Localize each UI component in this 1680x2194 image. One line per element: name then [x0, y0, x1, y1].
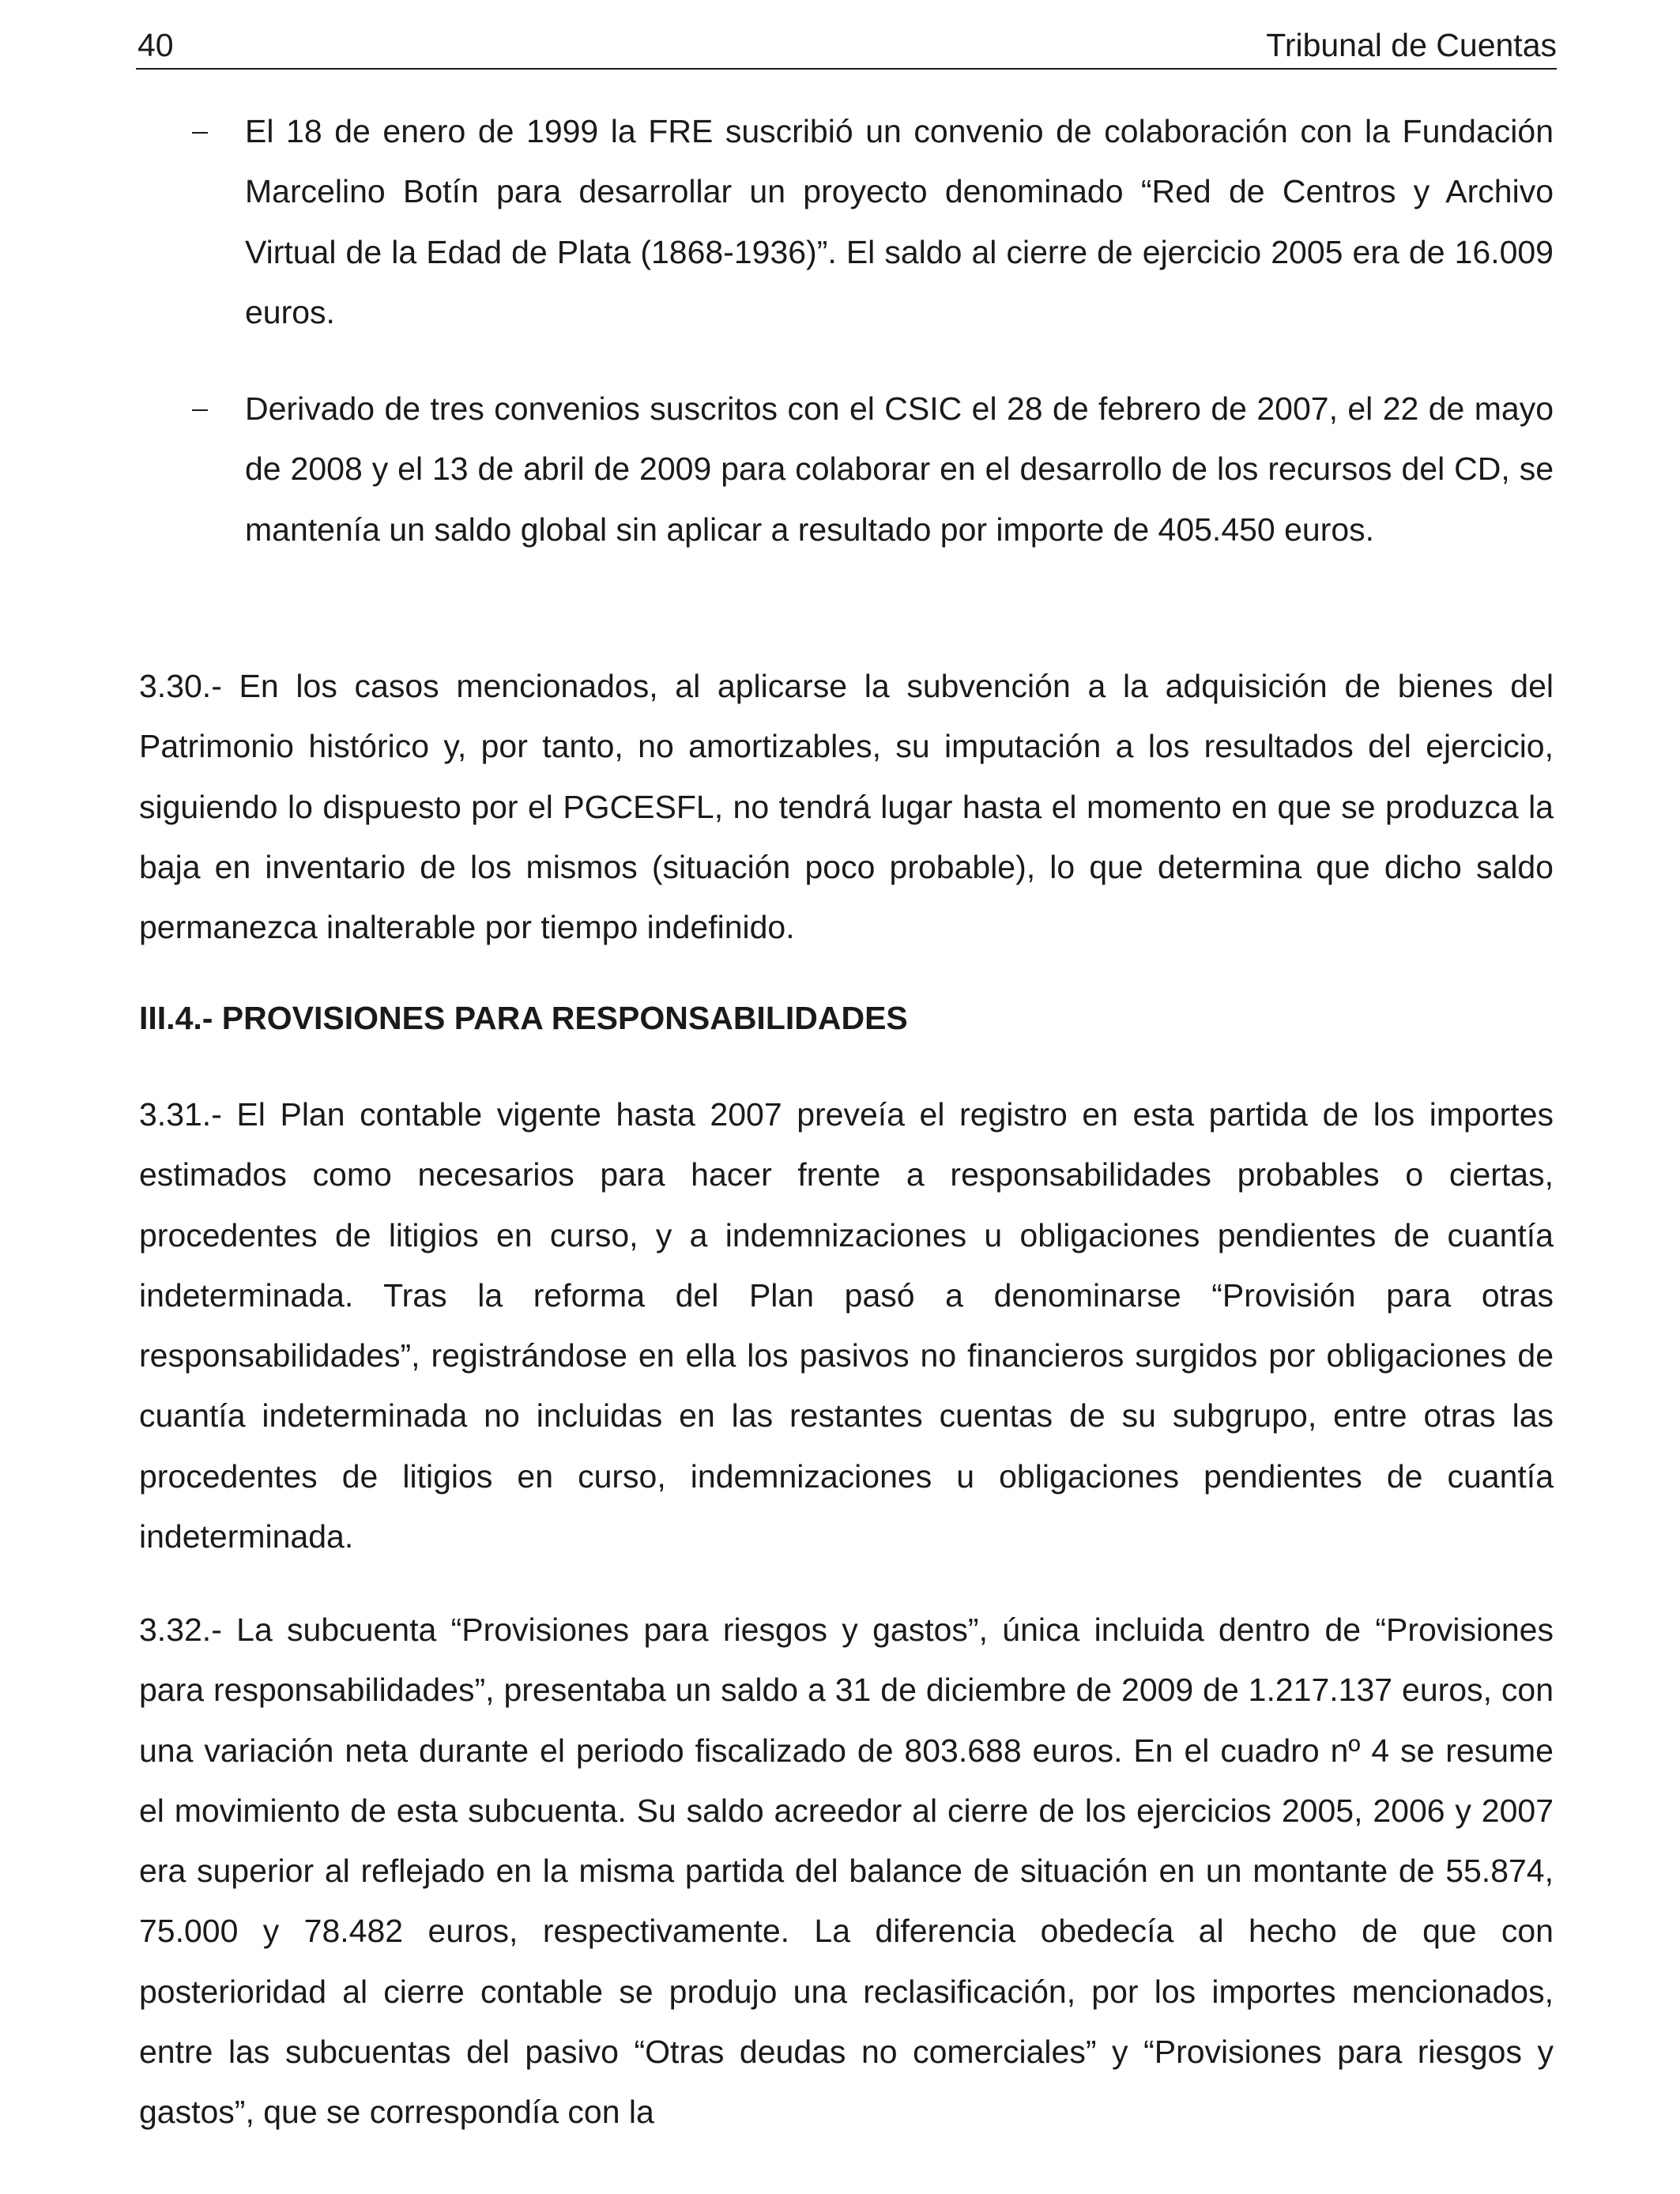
- bullet-paragraph-fundacion-botin: El 18 de enero de 1999 la FRE suscribió un convenio de colaboración con la Fundación Marcelino Botín para desarrollar un proyecto denominado “Red de Centros y Archivo Virtual de la Edad de Plata (1868-1936)”. El saldo al cierre de ejercicio 2005 era de 16.009 euros.: [245, 113, 1554, 330]
- bullet-paragraph-csic-convenios: Derivado de tres convenios suscritos con el CSIC el 28 de febrero de 2007, el 22 de mayo de 2008 y el 13 de abril de 2009 para colaborar en el desarrollo de los recursos del CD, se mantenía un saldo global sin aplicar a resultado por importe de 405.450 euros.: [245, 390, 1554, 548]
- paragraph-3-30: 3.30.- En los casos mencionados, al aplicarse la subvención a la adquisición de bienes del Patrimonio histórico y, por tanto, no amortizables, su imputación a los resultados del ejercicio, siguiendo lo dispuesto por el PGCESFL, no tendrá lugar hasta el momento en que se produzca la baja en inventario de los mismos (situación poco probable), lo que determina que dicho saldo permanezca inalterable por tiempo indefinido.: [139, 668, 1554, 946]
- page-header: [136, 22, 1557, 70]
- paragraph-3-31: 3.31.- El Plan contable vigente hasta 2007 preveía el registro en esta partida de los importes estimados como necesarios para hacer frente a responsabilidades probables o ciertas, procedentes de litigios en curso, y a indemnizaciones u obligaciones pendientes de cuantía indeterminada. Tras la reforma del Plan pasó a denominarse “Provisión para otras responsabilidades”, registrándose en ella los pasivos no financieros surgidos por obligaciones de cuantía indeterminada no incluidas en las restantes cuentas de su subgrupo, entre otras las procedentes de litigios en curso, indemnizaciones u obligaciones pendientes de cuantía indeterminada.: [139, 1096, 1554, 1555]
- paragraph-3-32: 3.32.- La subcuenta “Provisiones para riesgos y gastos”, única incluida dentro de “Provisiones para responsabilidades”, presentaba un saldo a 31 de diciembre de 2009 de 1.217.137 euros, con una variación neta durante el periodo fiscalizado de 803.688 euros. En el cuadro nº 4 se resume el movimiento de esta subcuenta. Su saldo acreedor al cierre de los ejercicios 2005, 2006 y 2007 era superior al reflejado en la misma partida del balance de situación en un montante de 55.874, 75.000 y 78.482 euros, respectivamente. La diferencia obedecía al hecho de que con posterioridad al cierre contable se produjo una reclasificación, por los importes mencionados, entre las subcuentas del pasivo “Otras deudas no comerciales” y “Provisiones para riesgos y gastos”, que se correspondía con la: [139, 1612, 1554, 2131]
- section-heading: III.4.- PROVISIONES PARA RESPONSABILIDADES: [139, 1000, 908, 1036]
- bullet-dash-marker: [192, 132, 208, 134]
- bullet-dash-marker: [192, 409, 208, 411]
- page-number: 40: [137, 27, 174, 63]
- header-title: Tribunal de Cuentas: [1266, 27, 1557, 63]
